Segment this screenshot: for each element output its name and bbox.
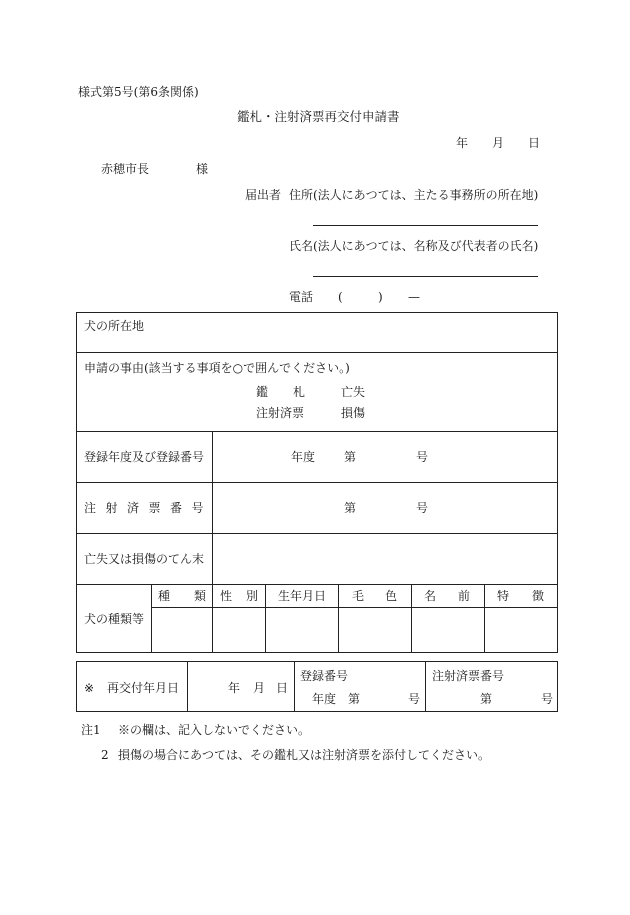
office-mark: ※ — [84, 681, 95, 695]
phone-label: 電話 — [289, 290, 314, 304]
phone-open: ( — [338, 290, 343, 304]
note1-text: ※の欄は、記入しないでください。 — [118, 723, 311, 737]
applicant-label: 届出者 — [245, 188, 282, 202]
col-name — [424, 590, 470, 602]
office-inj-no: 第 — [480, 692, 493, 706]
registration-label: 登録年度及び登録番号 — [84, 450, 205, 464]
injection-go: 号 — [416, 501, 429, 515]
reason-item-tag-1: 鑑 — [256, 385, 269, 399]
dog-kind-label: 犬の種類等 — [84, 612, 145, 626]
note2-text: 損傷の場合にあつては、その鑑札又は注射済票を添付してください。 — [118, 748, 491, 762]
addressee-suffix: 様 — [196, 162, 209, 176]
col-name-char: 前 — [457, 589, 470, 603]
col-feature — [497, 590, 544, 602]
reason-item-injection: 注射済票 — [256, 406, 305, 420]
reason-lost: 亡失 — [341, 385, 366, 399]
circumstances-label: 亡失又は損傷のてん末 — [84, 552, 205, 566]
office-reg-label: 登録番号 — [300, 669, 349, 683]
reissue-year: 年 — [228, 681, 241, 695]
col-kind-char: 種 — [158, 589, 171, 603]
form-number: 様式第5号(第6条関係) — [78, 85, 199, 99]
note1-prefix: 注1 — [81, 723, 101, 737]
name-underline — [313, 276, 538, 277]
date-month: 月 — [492, 136, 505, 150]
reason-label: 申請の事由(該当する事項を○で囲んでください。) — [84, 361, 350, 375]
injection-label: 注射済票番号 — [84, 501, 214, 515]
office-inj-label: 注射済票番号 — [432, 669, 505, 683]
registration-go: 号 — [416, 450, 429, 464]
col-color-char: 色 — [384, 589, 397, 603]
col-sex-char: 性 — [220, 589, 233, 603]
office-reg-go: 号 — [408, 692, 421, 706]
reissue-month: 月 — [253, 681, 266, 695]
col-feature-char: 特 — [497, 589, 510, 603]
col-feature-char: 徴 — [531, 589, 544, 603]
reissue-date-label: 再交付年月日 — [107, 681, 180, 695]
injection-no: 第 — [344, 501, 357, 515]
address-underline — [313, 225, 538, 226]
col-color — [352, 590, 397, 602]
date-day: 日 — [528, 136, 541, 150]
registration-no: 第 — [344, 450, 357, 464]
name-label: 氏名(法人にあつては、名称及び代表者の氏名) — [289, 239, 539, 253]
col-color-char: 毛 — [352, 589, 365, 603]
registration-year: 年度 — [291, 450, 316, 464]
col-kind-char: 類 — [193, 589, 206, 603]
col-sex — [220, 590, 258, 602]
date-year: 年 — [456, 136, 469, 150]
note2-prefix: 2 — [101, 748, 109, 762]
col-kind — [158, 590, 206, 602]
col-sex-char: 別 — [245, 589, 258, 603]
phone-close: ) — [378, 290, 383, 304]
address-label: 住所(法人にあつては、主たる事務所の所在地) — [289, 188, 539, 202]
col-name-char: 名 — [424, 589, 437, 603]
reason-item-tag-2: 札 — [293, 385, 306, 399]
dog-location-label: 犬の所在地 — [84, 319, 145, 333]
office-reg-no: 第 — [348, 692, 361, 706]
col-birth: 生年月日 — [278, 589, 327, 603]
reissue-day: 日 — [276, 681, 289, 695]
phone-dash: — — [408, 290, 420, 304]
office-reg-year: 年度 — [312, 692, 337, 706]
addressee-name: 赤穂市長 — [101, 162, 150, 176]
form-title: 鑑札・注射済票再交付申請書 — [237, 109, 400, 124]
reason-damaged: 損傷 — [341, 406, 366, 420]
office-inj-go: 号 — [541, 692, 554, 706]
